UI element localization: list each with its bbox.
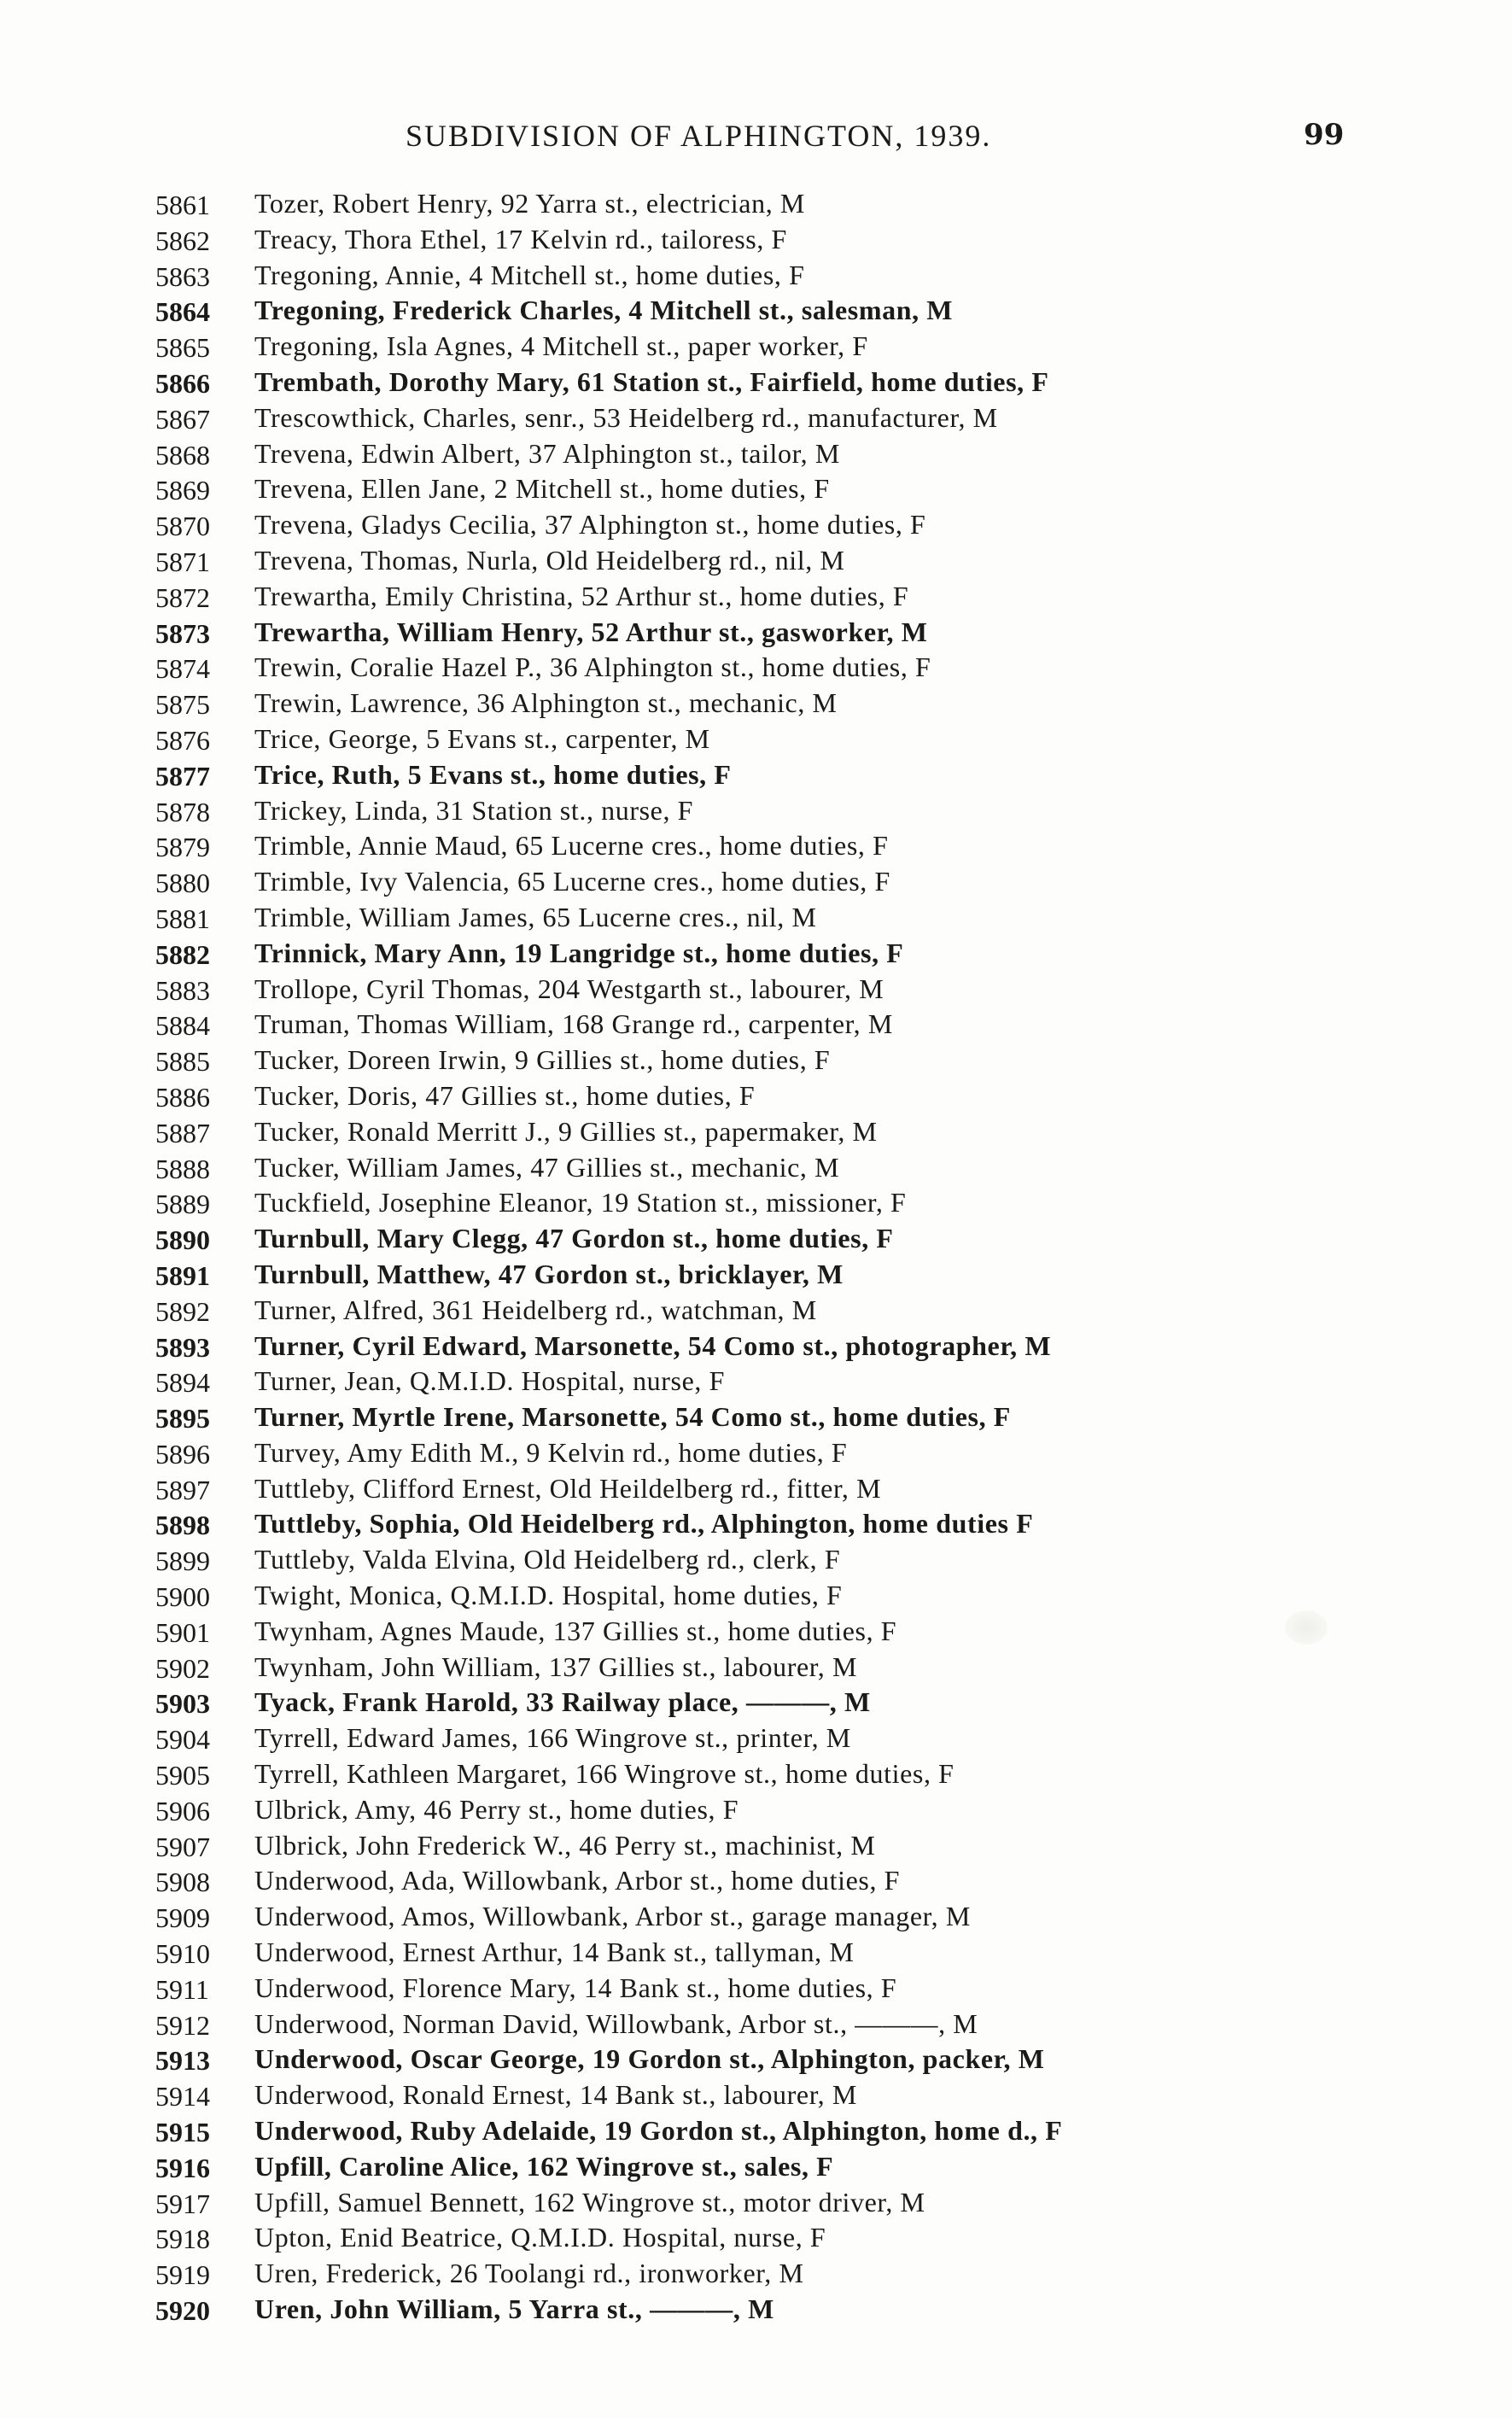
entry-number: 5908 xyxy=(155,1867,210,1898)
entry-text: Uren, Frederick, 26 Toolangi rd., ironworker, M xyxy=(254,2258,804,2289)
roll-entry xyxy=(0,828,1512,864)
entry-text: Underwood, Florence Mary, 14 Bank st., home duties, F xyxy=(254,1972,897,2003)
entry-text: Trewartha, Emily Christina, 52 Arthur st., home duties, F xyxy=(254,580,909,611)
roll-entry xyxy=(0,757,1512,793)
roll-entry xyxy=(0,900,1512,936)
entry-text: Trickey, Linda, 31 Station st., nurse, F xyxy=(254,794,694,826)
entry-number: 5887 xyxy=(155,1117,210,1148)
entry-number: 5873 xyxy=(155,617,210,649)
entry-number: 5878 xyxy=(155,796,210,827)
entry-number: 5866 xyxy=(155,367,210,399)
entry-text: Tucker, Ronald Merritt J., 9 Gillies st., papermaker, M xyxy=(254,1115,878,1147)
entry-number: 5891 xyxy=(155,1259,210,1291)
roll-entry xyxy=(0,1114,1512,1150)
entry-text: Turner, Myrtle Irene, Marsonette, 54 Como st., home duties, F xyxy=(254,1401,1011,1433)
entry-number: 5910 xyxy=(155,1938,210,1970)
entry-text: Turvey, Amy Edith M., 9 Kelvin rd., home duties, F xyxy=(254,1436,848,1468)
entry-text: Ulbrick, Amy, 46 Perry st., home duties, F xyxy=(254,1793,739,1825)
entry-number: 5913 xyxy=(155,2045,210,2077)
entry-number: 5861 xyxy=(155,190,210,220)
entry-number: 5877 xyxy=(155,760,210,792)
entry-text: Upfill, Caroline Alice, 162 Wingrove st., sales, F xyxy=(254,2150,834,2182)
entry-number: 5867 xyxy=(155,403,210,435)
roll-entry xyxy=(0,365,1512,400)
entry-text: Trevena, Gladys Cecilia, 37 Alphington st., home duties, F xyxy=(254,509,926,540)
roll-entry xyxy=(0,1007,1512,1043)
roll-entry xyxy=(0,1257,1512,1293)
entry-text: Twynham, Agnes Maude, 137 Gillies st., home duties, F xyxy=(254,1615,897,1646)
entry-text: Turnbull, Mary Clegg, 47 Gordon st., home duties, F xyxy=(254,1223,894,1254)
roll-entry xyxy=(0,793,1512,829)
entry-text: Tregoning, Frederick Charles, 4 Mitchell st., salesman, M xyxy=(254,295,954,326)
entry-text: Trevena, Ellen Jane, 2 Mitchell st., home duties, F xyxy=(254,473,830,505)
entry-text: Tregoning, Isla Agnes, 4 Mitchell st., paper worker, F xyxy=(254,330,868,362)
entry-number: 5912 xyxy=(155,2009,210,2041)
roll-entry xyxy=(0,1221,1512,1257)
entry-number: 5872 xyxy=(155,581,210,613)
roll-entry xyxy=(0,1899,1512,1935)
entry-number: 5920 xyxy=(155,2295,210,2327)
entry-number: 5868 xyxy=(155,439,210,470)
roll-entry xyxy=(0,1863,1512,1899)
entry-number: 5897 xyxy=(155,1474,210,1505)
roll-entry xyxy=(0,222,1512,258)
roll-entry xyxy=(0,1935,1512,1971)
entry-number: 5919 xyxy=(155,2259,210,2291)
roll-entry xyxy=(0,579,1512,615)
entry-number: 5918 xyxy=(155,2223,210,2255)
entry-text: Tuttleby, Clifford Ernest, Old Heildelberg rd., fitter, M xyxy=(254,1472,882,1504)
entry-number: 5906 xyxy=(155,1795,210,1826)
roll-entry xyxy=(0,1471,1512,1507)
entry-text: Underwood, Ruby Adelaide, 19 Gordon st., Alphington, home d., F xyxy=(254,2115,1063,2147)
roll-entry xyxy=(0,2256,1512,2292)
page-header xyxy=(0,118,1512,161)
entry-text: Upton, Enid Beatrice, Q.M.I.D. Hospital, nurse, F xyxy=(254,2222,826,2253)
roll-entry xyxy=(0,1043,1512,1078)
roll-entry xyxy=(0,615,1512,651)
entry-text: Underwood, Ada, Willowbank, Arbor st., home duties, F xyxy=(254,1865,901,1896)
entry-number: 5909 xyxy=(155,1902,210,1934)
entry-number: 5892 xyxy=(155,1295,210,1327)
roll-entry xyxy=(0,1828,1512,1864)
paper-stain xyxy=(1285,1610,1328,1645)
roll-entry xyxy=(0,722,1512,757)
entry-text: Trimble, Annie Maud, 65 Lucerne cres., home duties, F xyxy=(254,830,889,862)
roll-entry xyxy=(0,2042,1512,2077)
roll-entry xyxy=(0,186,1512,222)
entry-text: Underwood, Oscar George, 19 Gordon st., Alphington, packer, M xyxy=(254,2043,1045,2075)
roll-entry xyxy=(0,507,1512,543)
entry-text: Treacy, Thora Ethel, 17 Kelvin rd., tailoress, F xyxy=(254,223,787,254)
roll-entry xyxy=(0,1578,1512,1614)
roll-entry xyxy=(0,2077,1512,2113)
roll-entry xyxy=(0,1293,1512,1329)
entry-text: Trewartha, William Henry, 52 Arthur st., gasworker, M xyxy=(254,616,928,647)
entry-number: 5895 xyxy=(155,1403,210,1434)
roll-entry xyxy=(0,1329,1512,1364)
entry-text: Ulbrick, John Frederick W., 46 Perry st., machinist, M xyxy=(254,1829,876,1861)
entry-number: 5869 xyxy=(155,475,210,506)
entry-text: Tozer, Robert Henry, 92 Yarra st., electrician, M xyxy=(254,188,805,219)
entry-number: 5907 xyxy=(155,1831,210,1862)
entry-text: Trice, Ruth, 5 Evans st., home duties, F xyxy=(254,758,732,790)
entry-number: 5875 xyxy=(155,689,210,721)
roll-entry xyxy=(0,1650,1512,1686)
roll-entry xyxy=(0,686,1512,722)
entry-number: 5902 xyxy=(155,1652,210,1684)
entry-text: Trembath, Dorothy Mary, 61 Station st., Fairfield, home duties, F xyxy=(254,365,1049,397)
roll-entry xyxy=(0,1721,1512,1756)
entry-number: 5863 xyxy=(155,260,210,292)
entry-number: 5889 xyxy=(155,1189,210,1220)
roll-entry xyxy=(0,2220,1512,2256)
roll-entry xyxy=(0,650,1512,686)
entry-text: Turner, Jean, Q.M.I.D. Hospital, nurse, F xyxy=(254,1365,725,1397)
entry-text: Trimble, William James, 65 Lucerne cres., nil, M xyxy=(254,901,817,932)
entry-number: 5882 xyxy=(155,938,210,970)
page-title: SUBDIVISION OF ALPHINGTON, 1939. xyxy=(406,119,992,153)
entry-text: Turnbull, Matthew, 47 Gordon st., bricklayer, M xyxy=(254,1258,844,1289)
entry-text: Trevena, Edwin Albert, 37 Alphington st., tailor, M xyxy=(254,437,840,469)
roll-entry xyxy=(0,1971,1512,2007)
entry-number: 5917 xyxy=(155,2188,210,2219)
entry-text: Trevena, Thomas, Nurla, Old Heidelberg rd., nil, M xyxy=(254,544,845,576)
roll-entry xyxy=(0,2292,1512,2328)
roll-entry xyxy=(0,1364,1512,1399)
entry-text: Trewin, Coralie Hazel P., 36 Alphington st., home duties, F xyxy=(254,651,931,683)
entry-number: 5893 xyxy=(155,1331,210,1363)
entry-text: Trewin, Lawrence, 36 Alphington st., mechanic, M xyxy=(254,687,838,719)
roll-entry xyxy=(0,436,1512,472)
entry-text: Trice, George, 5 Evans st., carpenter, M xyxy=(254,722,710,754)
entry-number: 5864 xyxy=(155,296,210,328)
entry-number: 5898 xyxy=(155,1510,210,1541)
entry-text: Underwood, Amos, Willowbank, Arbor st., garage manager, M xyxy=(254,1901,971,1932)
entry-number: 5914 xyxy=(155,2081,210,2112)
entry-text: Underwood, Ronald Ernest, 14 Bank st., labourer, M xyxy=(254,2079,857,2111)
roll-entry xyxy=(0,972,1512,1008)
roll-entry xyxy=(0,936,1512,972)
entry-number: 5896 xyxy=(155,1438,210,1470)
entry-number: 5900 xyxy=(155,1581,210,1613)
roll-entry xyxy=(0,1185,1512,1221)
entry-text: Tucker, Doreen Irwin, 9 Gillies st., home duties, F xyxy=(254,1044,831,1076)
roll-entry xyxy=(0,293,1512,329)
entry-text: Underwood, Ernest Arthur, 14 Bank st., tallyman, M xyxy=(254,1937,855,1968)
roll-entry xyxy=(0,1756,1512,1792)
entry-text: Trinnick, Mary Ann, 19 Langridge st., home duties, F xyxy=(254,937,904,968)
entry-text: Tyrrell, Kathleen Margaret, 166 Wingrove st., home duties, F xyxy=(254,1758,954,1790)
roll-entry xyxy=(0,2113,1512,2149)
roll-entry xyxy=(0,1685,1512,1721)
entry-number: 5886 xyxy=(155,1081,210,1113)
entry-number: 5916 xyxy=(155,2152,210,2183)
entry-number: 5904 xyxy=(155,1724,210,1756)
roll-entry xyxy=(0,2149,1512,2185)
electoral-roll-list xyxy=(0,186,1512,2328)
entry-text: Twight, Monica, Q.M.I.D. Hospital, home duties, F xyxy=(254,1580,843,1611)
entry-text: Turner, Alfred, 361 Heidelberg rd., watchman, M xyxy=(254,1294,817,1325)
entry-number: 5905 xyxy=(155,1760,210,1791)
entry-number: 5903 xyxy=(155,1688,210,1720)
page-number: 99 xyxy=(1304,118,1345,152)
entry-number: 5911 xyxy=(155,1973,209,2005)
entry-text: Tregoning, Annie, 4 Mitchell st., home duties, F xyxy=(254,259,805,290)
entry-text: Tuttleby, Valda Elvina, Old Heidelberg rd., clerk, F xyxy=(254,1544,841,1575)
entry-number: 5915 xyxy=(155,2117,210,2148)
entry-text: Truman, Thomas William, 168 Grange rd., carpenter, M xyxy=(254,1008,893,1040)
entry-text: Trollope, Cyril Thomas, 204 Westgarth st., labourer, M xyxy=(254,973,884,1004)
entry-text: Tyrrell, Edward James, 166 Wingrove st., printer, M xyxy=(254,1722,851,1754)
entry-number: 5880 xyxy=(155,868,210,899)
entry-text: Tucker, William James, 47 Gillies st., mechanic, M xyxy=(254,1151,840,1183)
entry-number: 5885 xyxy=(155,1046,210,1078)
entry-number: 5870 xyxy=(155,511,210,542)
roll-entry xyxy=(0,1399,1512,1435)
roll-entry xyxy=(0,1078,1512,1114)
roll-entry xyxy=(0,1542,1512,1578)
entry-text: Turner, Cyril Edward, Marsonette, 54 Como st., photographer, M xyxy=(254,1329,1052,1361)
entry-text: Twynham, John William, 137 Gillies st., labourer, M xyxy=(254,1651,858,1682)
entry-number: 5890 xyxy=(155,1224,210,1256)
entry-number: 5871 xyxy=(155,546,210,577)
entry-text: Trimble, Ivy Valencia, 65 Lucerne cres., home duties, F xyxy=(254,866,890,897)
entry-number: 5865 xyxy=(155,332,210,364)
entry-number: 5874 xyxy=(155,653,210,685)
roll-entry xyxy=(0,1435,1512,1471)
entry-text: Tyack, Frank Harold, 33 Railway place, ———, M xyxy=(254,1686,871,1718)
entry-number: 5888 xyxy=(155,1153,210,1184)
roll-entry xyxy=(0,258,1512,294)
roll-entry xyxy=(0,400,1512,436)
entry-text: Tuckfield, Josephine Eleanor, 19 Station st., missioner, F xyxy=(254,1187,907,1218)
entry-number: 5884 xyxy=(155,1010,210,1042)
entry-text: Underwood, Norman David, Willowbank, Arbor st., ———, M xyxy=(254,2007,978,2039)
roll-entry xyxy=(0,2007,1512,2042)
roll-entry xyxy=(0,1792,1512,1828)
roll-entry xyxy=(0,1506,1512,1542)
entry-number: 5899 xyxy=(155,1545,210,1577)
entry-number: 5876 xyxy=(155,724,210,756)
roll-entry xyxy=(0,329,1512,365)
entry-number: 5879 xyxy=(155,832,210,863)
entry-text: Tuttleby, Sophia, Old Heidelberg rd., Alphington, home duties F xyxy=(254,1508,1034,1540)
entry-text: Tucker, Doris, 47 Gillies st., home duties, F xyxy=(254,1079,756,1111)
roll-entry xyxy=(0,864,1512,900)
entry-text: Upfill, Samuel Bennett, 162 Wingrove st., motor driver, M xyxy=(254,2186,925,2217)
entry-number: 5862 xyxy=(155,225,210,256)
roll-entry xyxy=(0,2185,1512,2221)
roll-entry xyxy=(0,1150,1512,1186)
roll-entry xyxy=(0,471,1512,507)
entry-text: Trescowthick, Charles, senr., 53 Heidelberg rd., manufacturer, M xyxy=(254,401,998,433)
entry-number: 5901 xyxy=(155,1616,210,1648)
entry-text: Uren, John William, 5 Yarra st., ———, M xyxy=(254,2293,774,2325)
entry-number: 5894 xyxy=(155,1367,210,1399)
roll-entry xyxy=(0,543,1512,579)
entry-number: 5883 xyxy=(155,974,210,1006)
entry-number: 5881 xyxy=(155,903,210,934)
